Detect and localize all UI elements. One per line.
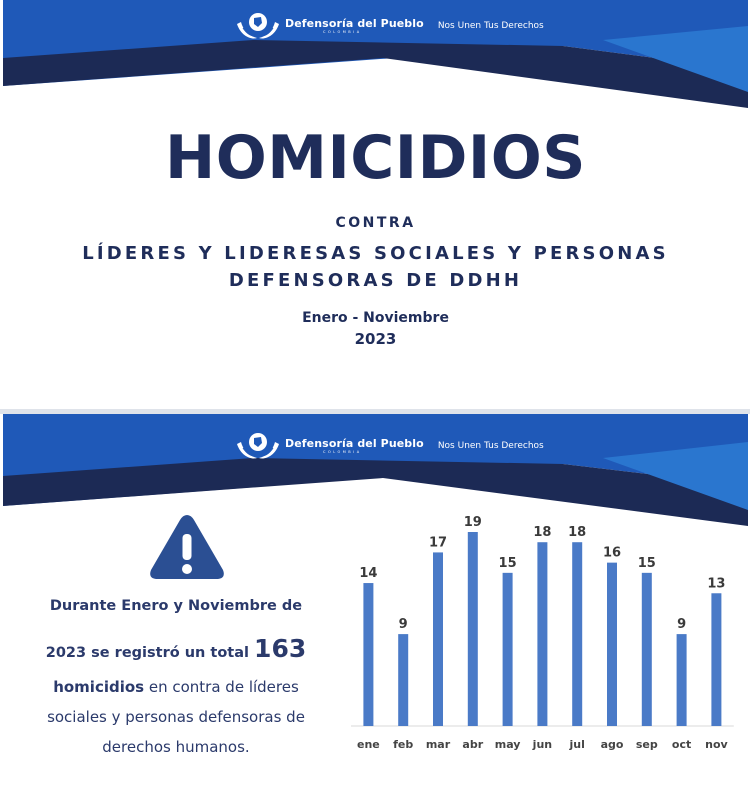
category-label-nov: nov bbox=[705, 738, 728, 751]
summary-line-3-rest: en contra de líderes bbox=[144, 678, 299, 696]
brand-name-2: Defensoría del Pueblo bbox=[285, 436, 424, 450]
summary-line-1: Durante Enero y Noviembre de bbox=[49, 598, 303, 614]
bar-jun bbox=[537, 542, 547, 726]
bar-nov bbox=[711, 593, 721, 726]
brand-logo bbox=[235, 10, 544, 42]
summary-homicidios: homicidios bbox=[53, 678, 145, 696]
bar-may bbox=[503, 573, 513, 726]
brand-country: COLOMBIA bbox=[323, 29, 362, 34]
bar-sep bbox=[642, 573, 652, 726]
brand-text-2 bbox=[285, 438, 424, 455]
value-label-feb: 9 bbox=[398, 617, 408, 633]
summary-body bbox=[17, 672, 335, 762]
subtitle bbox=[3, 240, 748, 294]
summary-line-2 bbox=[17, 634, 335, 668]
bar-mar bbox=[433, 552, 443, 726]
value-label-ago: 16 bbox=[602, 545, 622, 561]
bar-oct bbox=[677, 634, 687, 726]
category-label-mar: mar bbox=[425, 738, 451, 751]
summary-line-2-text: 2023 se registró un total bbox=[45, 645, 255, 661]
bar-ene bbox=[363, 583, 373, 726]
hands-emblem-icon bbox=[235, 430, 281, 462]
brand-logo-2 bbox=[235, 430, 544, 462]
stats-slide bbox=[3, 414, 748, 803]
warning-icon bbox=[148, 512, 226, 582]
summary-text bbox=[17, 596, 335, 762]
page-title: HOMICIDIOS bbox=[165, 123, 586, 193]
category-label-ago: ago bbox=[600, 738, 624, 751]
category-label-abr: abr bbox=[462, 738, 484, 751]
subtitle-line-1: LÍDERES Y LIDERESAS SOCIALES Y PERSONAS bbox=[82, 243, 669, 264]
value-label-sep: 15 bbox=[637, 555, 656, 571]
subtitle-line-2: DEFENSORAS DE DDHH bbox=[228, 270, 523, 291]
bar-ago bbox=[607, 563, 617, 726]
period-label: Enero - Noviembre bbox=[302, 310, 449, 326]
category-label-jul: jul bbox=[569, 738, 585, 751]
summary-line-3 bbox=[17, 672, 335, 702]
hands-emblem-icon bbox=[235, 10, 281, 42]
category-label-ene: ene bbox=[357, 738, 380, 751]
value-label-jul: 18 bbox=[568, 525, 587, 541]
value-label-jun: 18 bbox=[533, 525, 552, 541]
total-count: 163 bbox=[254, 634, 307, 663]
value-label-may: 15 bbox=[498, 555, 517, 571]
value-label-oct: 9 bbox=[677, 617, 687, 633]
bar-feb bbox=[398, 634, 408, 726]
year-label: 2023 bbox=[354, 330, 397, 348]
brand-tagline: Nos Unen Tus Derechos bbox=[437, 21, 544, 31]
category-label-may: may bbox=[494, 738, 521, 751]
summary-line-4: sociales y personas defensoras de bbox=[47, 708, 305, 726]
brand-name: Defensoría del Pueblo bbox=[285, 16, 424, 30]
contra-label: CONTRA bbox=[335, 215, 416, 231]
brand-text bbox=[285, 18, 424, 35]
value-label-ene: 14 bbox=[359, 566, 378, 582]
bar-abr bbox=[468, 532, 478, 726]
homicides-bar-chart bbox=[345, 510, 745, 760]
bar-jul bbox=[572, 542, 582, 726]
brand-country-2: COLOMBIA bbox=[323, 449, 362, 454]
value-label-mar: 17 bbox=[428, 535, 448, 551]
summary-line-5: derechos humanos. bbox=[102, 738, 250, 756]
title-slide bbox=[3, 0, 748, 409]
category-label-oct: oct bbox=[671, 738, 692, 751]
category-label-feb: feb bbox=[393, 738, 414, 751]
value-label-abr: 19 bbox=[463, 515, 482, 530]
category-label-sep: sep bbox=[635, 738, 658, 751]
brand-tagline-2: Nos Unen Tus Derechos bbox=[437, 441, 544, 451]
category-label-jun: jun bbox=[532, 738, 553, 751]
value-label-nov: 13 bbox=[707, 576, 726, 592]
